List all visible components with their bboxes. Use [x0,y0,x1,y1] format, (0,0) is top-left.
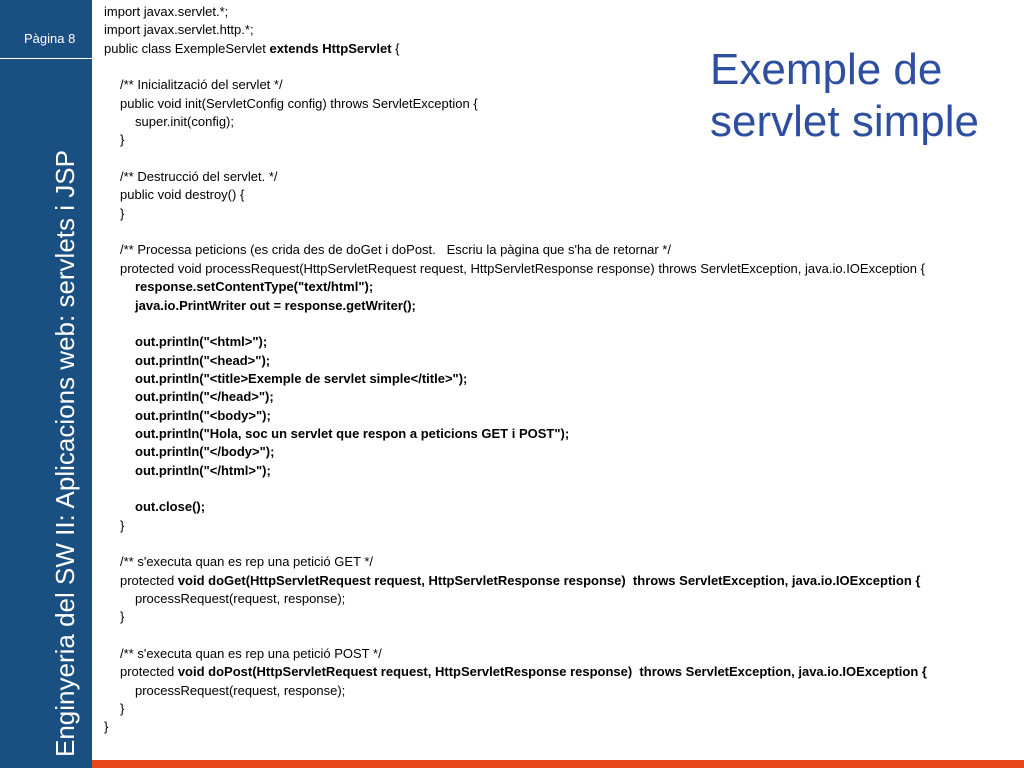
code-line: public void init(ServletConfig config) throws ServletException { [120,95,478,111]
code-line: /** s'executa quan es rep una petició GET */ [120,554,374,570]
code-line: out.println("<html>"); [135,334,268,350]
code-line [104,572,1004,590]
code-line: import javax.servlet.*; [104,4,229,19]
blank-line [104,58,1004,76]
code-line: } [120,701,125,717]
code-line [104,40,1004,58]
code-line: processRequest(request, response); [135,591,346,606]
code-segment: { [391,40,400,56]
blank-line [104,315,1004,333]
code-line: processRequest(request, response); [135,682,346,698]
code-listing [104,3,1004,737]
code-line: out.println("</head>"); [135,389,274,405]
code-line: /** Destrucció del servlet. */ [120,169,278,185]
code-line: } [120,517,125,533]
code-line: public void destroy() { [120,187,245,203]
course-title: Enginyeria del SW II: Aplicacions web: servlets i JSP [50,150,80,757]
code-segment: protected [120,572,178,588]
code-line: out.println("<title>Exemple de servlet simple</title>"); [135,370,468,386]
sidebar [0,0,92,768]
code-line: } [104,719,109,735]
code-line: } [120,132,125,148]
code-line: /** s'executa quan es rep una petició POST */ [120,646,382,662]
code-line: out.println("<head>"); [135,352,271,368]
blank-line [104,627,1004,645]
slide-title: Exemple de servlet simple [710,45,979,146]
code-segment: void doPost(HttpServletRequest request, HttpServletResponse response) throws ServletException, java.io.IOException { [177,664,927,680]
code-line [104,663,1004,681]
code-line: response.setContentType("text/html"); [135,279,374,295]
sidebar-divider [0,58,92,59]
code-segment: protected [120,664,178,680]
blank-line [104,535,1004,553]
blank-line [104,480,1004,498]
code-line: out.println("<body>"); [135,407,271,423]
code-segment: public class ExempleServlet [104,40,270,56]
code-segment: extends HttpServlet [269,40,392,56]
code-line: protected void processRequest(HttpServletRequest request, HttpServletResponse response) throws ServletException, java.io.IOException { [120,260,925,276]
code-line: } [120,205,125,221]
bottom-accent-bar [92,760,1024,768]
code-segment: void doGet(HttpServletRequest request, HttpServletResponse response) throws ServletException, java.io.IOException { [177,572,921,588]
code-line: out.println("</body>"); [135,444,275,460]
code-line: import javax.servlet.http.*; [104,22,254,38]
code-line: out.println("</html>"); [135,462,271,478]
blank-line [104,223,1004,241]
page-number: Pàgina 8 [24,31,76,46]
code-line: /** Processa peticions (es crida des de doGet i doPost. Escriu la pàgina que s'ha de retornar */ [120,242,671,258]
blank-line [104,150,1004,168]
code-line: super.init(config); [135,114,234,130]
code-line: out.close(); [135,499,206,515]
code-line: java.io.PrintWriter out = response.getWriter(); [135,297,416,313]
code-line: /** Inicialització del servlet */ [120,77,283,93]
code-line: out.println("Hola, soc un servlet que respon a peticions GET i POST"); [135,425,570,441]
code-line: } [120,609,125,625]
